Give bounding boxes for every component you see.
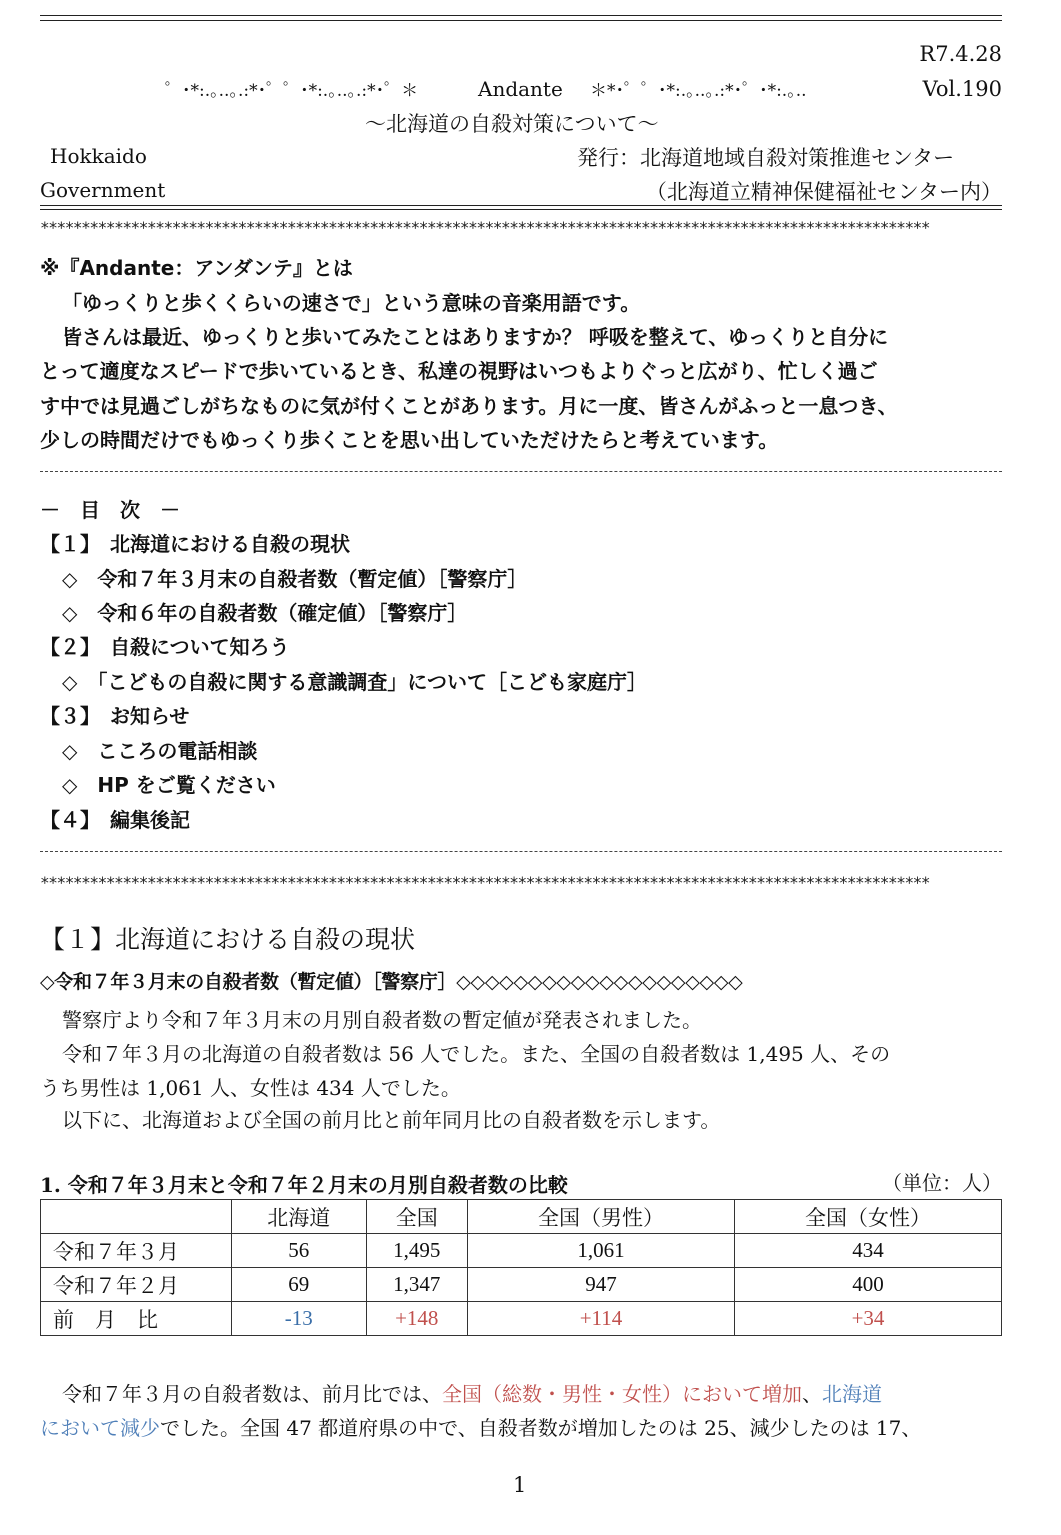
table-header-cell [41, 1200, 232, 1234]
intro-line-1: 「ゆっくりと歩くくらいの速さで」という意味の音楽用語です。 [62, 291, 641, 315]
intro-line-2: 皆さんは最近、ゆっくりと歩いてみたことはありますか？ 呼吸を整えて、ゆっくりと自分に [62, 325, 889, 349]
table-header-row [41, 1200, 1002, 1234]
comparison-table [40, 1199, 1002, 1336]
org-name-line2: Government [40, 178, 166, 202]
publisher-sub: （北海道立精神保健福祉センター内） [645, 180, 1002, 204]
table-cell: 令和７年２月 [41, 1268, 232, 1302]
table-cell: 1,347 [366, 1268, 467, 1302]
toc-title: － 目 次 － [40, 498, 180, 522]
page-number: 1 [513, 1473, 527, 1497]
section1-para-1: 警察庁より令和７年３月末の月別自殺者数の暫定値が発表されました。 [62, 1008, 702, 1032]
table-cell: 前 月 比 [41, 1302, 232, 1336]
summary-line-1 [62, 1378, 882, 1407]
summary-line-2 [40, 1412, 921, 1441]
org-name-line1: Hokkaido [50, 144, 147, 168]
section1-heading: 【１】北海道における自殺の現状 [40, 925, 416, 954]
volume-number: Vol.190 [922, 77, 1002, 101]
intro-line-3: とって適度なスピードで歩いているとき、私達の視野はいつもよりぐっと広がり、忙しく過ご [40, 359, 878, 383]
summary-hokkaido: 北海道 [822, 1382, 882, 1406]
table-header-cell: 北海道 [232, 1200, 367, 1234]
intro-line-5: 少しの時間だけでもゆっくり歩くことを思い出していただけたらと考えています。 [40, 428, 779, 452]
intro-heading: ※『Andante：アンダンテ』とは [40, 256, 353, 280]
table-cell: 947 [467, 1268, 734, 1302]
table-cell: 400 [734, 1268, 1001, 1302]
table-cell: 434 [734, 1234, 1001, 1268]
table-cell-increase: +148 [366, 1302, 467, 1336]
toc-item-1: 【１】 北海道における自殺の現状 [40, 532, 350, 556]
toc-item-3-1: ◇ こころの電話相談 [62, 739, 258, 763]
issue-date: R7.4.28 [919, 42, 1002, 66]
intro-line-4: す中では見過ごしがちなものに気が付くことがあります。月に一度、皆さんがふっと一息つき、 [40, 394, 898, 418]
table-row-difference [41, 1302, 1002, 1336]
newsletter-title: Andante [478, 77, 563, 101]
section1-para-4: 以下に、北海道および全国の前月比と前年同月比の自殺者数を示します。 [62, 1108, 721, 1132]
table-header-cell: 全国（女性） [734, 1200, 1001, 1234]
table-cell: 令和７年３月 [41, 1234, 232, 1268]
section1-para-2: 令和７年３月の北海道の自殺者数は 56 人でした。また、全国の自殺者数は 1,495 人、その [62, 1042, 891, 1066]
star-rule-2: ************************************************************************************************************ [40, 875, 930, 891]
toc-item-1-2: ◇ 令和６年の自殺者数（確定値）［警察庁］ [62, 601, 468, 625]
section1-para-3: うち男性は 1,061 人、女性は 434 人でした。 [40, 1076, 461, 1100]
summary-increase: 全国（総数・男性・女性）において増加 [442, 1382, 802, 1406]
table-row [41, 1234, 1002, 1268]
table-row [41, 1268, 1002, 1302]
top-double-rule [40, 15, 1002, 21]
table-cell: 1,061 [467, 1234, 734, 1268]
table-cell-increase: +34 [734, 1302, 1001, 1336]
header-double-rule [40, 205, 1002, 210]
toc-item-2-1: ◇ 「こどもの自殺に関する意識調査」について［こども家庭庁］ [62, 670, 647, 694]
title-decor-left: ゜･*:.｡..｡.:*･゜゜･*:.｡..｡.:*･゜＊ [165, 81, 419, 101]
table-cell: 69 [232, 1268, 367, 1302]
table-cell-decrease: -13 [232, 1302, 367, 1336]
title-decor-right: ＊*･゜゜･*:.｡..｡.:*･゜･*:.｡.. [590, 81, 807, 101]
dash-rule-1 [40, 471, 1002, 472]
table-unit: （単位：人） [882, 1171, 1002, 1195]
summary-text: 令和７年３月の自殺者数は、前月比では、 [62, 1382, 442, 1406]
summary-text-2: でした。全国 47 都道府県の中で、自殺者数が増加したのは 25、減少したのは 17、 [160, 1416, 922, 1440]
publisher: 発行：北海道地域自殺対策推進センター [577, 146, 955, 170]
newsletter-subtitle: ～北海道の自殺対策について～ [365, 112, 659, 136]
table-header-cell: 全国（男性） [467, 1200, 734, 1234]
section1-subheading: ◇令和７年３月末の自殺者数（暫定値）［警察庁］◇◇◇◇◇◇◇◇◇◇◇◇◇◇◇◇◇◇◇◇ [40, 971, 743, 993]
table-cell: 1,495 [366, 1234, 467, 1268]
toc-item-3-2: ◇ HP をご覧ください [62, 773, 276, 797]
table-header-cell: 全国 [366, 1200, 467, 1234]
table-caption: 1. 令和７年３月末と令和７年２月末の月別自殺者数の比較 [40, 1173, 568, 1197]
table-cell-increase: +114 [467, 1302, 734, 1336]
summary-decrease: において減少 [40, 1416, 160, 1440]
table-cell: 56 [232, 1234, 367, 1268]
toc-item-4: 【４】 編集後記 [40, 808, 190, 832]
toc-item-1-1: ◇ 令和７年３月末の自殺者数（暫定値）［警察庁］ [62, 567, 528, 591]
star-rule-1: ************************************************************************************************************ [40, 220, 930, 236]
toc-item-2: 【２】 自殺について知ろう [40, 635, 290, 659]
dash-rule-2 [40, 851, 1002, 852]
toc-item-3: 【３】 お知らせ [40, 704, 190, 728]
summary-comma: 、 [802, 1382, 822, 1406]
